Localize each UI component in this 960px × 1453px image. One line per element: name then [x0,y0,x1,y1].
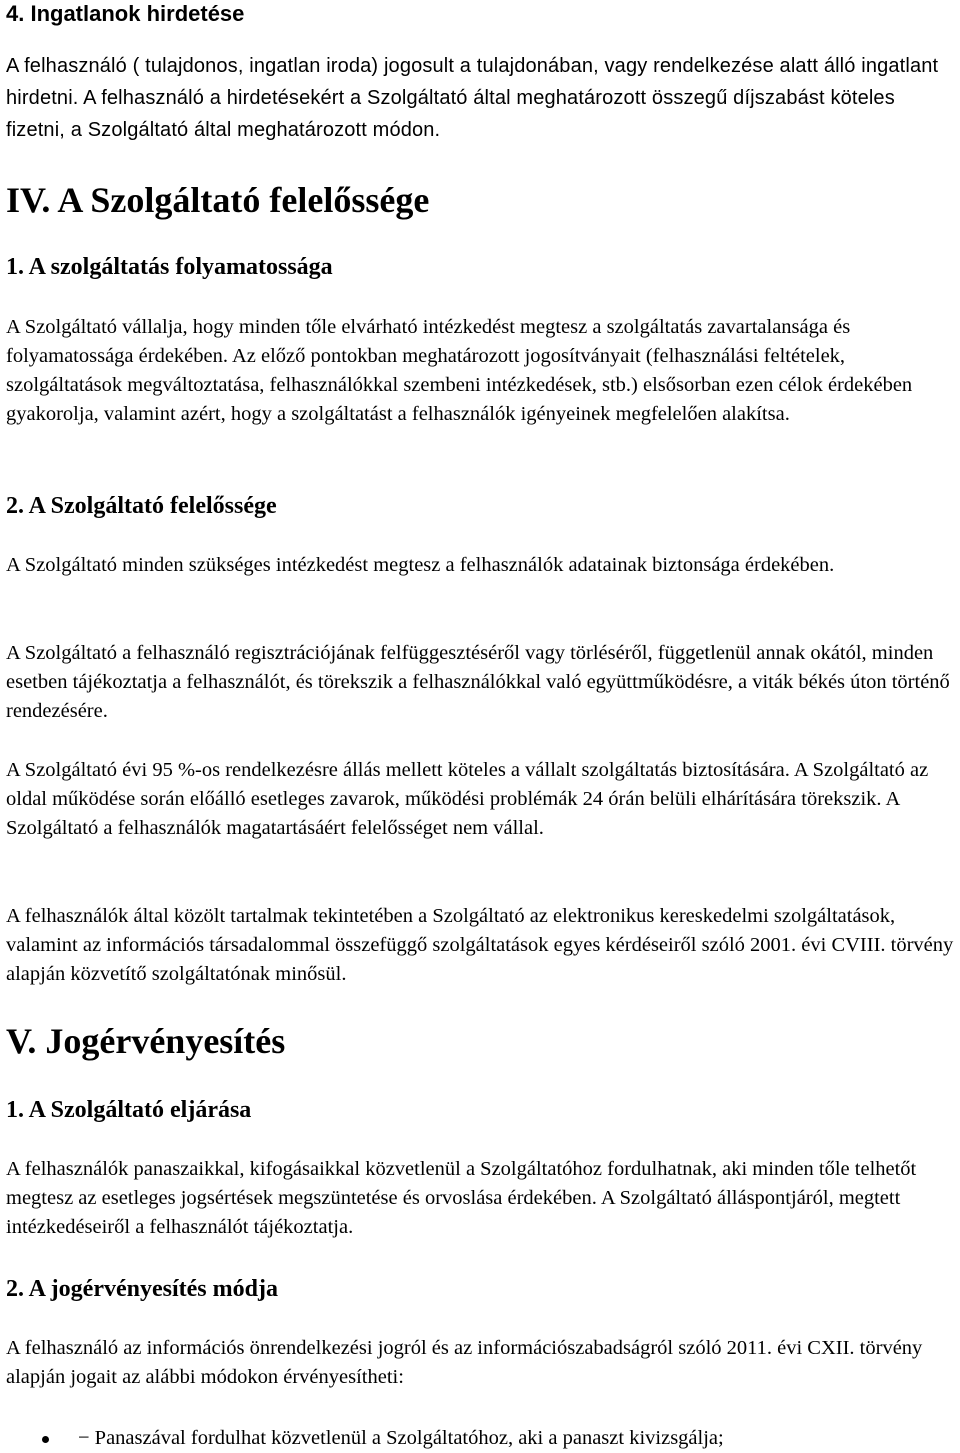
part-v-heading: V. Jogérvényesítés [6,1021,286,1061]
part-iv-2-paragraph-4: A felhasználók által közölt tartalmak tekintetében a Szolgáltató az elektronikus kereskedelmi szolgáltatások, valamint az információs társadalommal összefüggő szolgáltatások egyes kérdéseiről szóló 2001. évi CVIII. törvény alapján közvetítő szolgáltatónak minősül. [6,905,954,985]
list-item-text: − Panaszával fordulhat közvetlenül a Szolgáltatóhoz, aki a panaszt kivizsgálja; [78,1427,724,1449]
section-4-paragraph: A felhasználó ( tulajdonos, ingatlan iroda) jogosult a tulajdonában, vagy rendelkezése alatt álló ingatlant hirdetni. A felhasználó a hirdetésekért a Szolgáltató által meghatározott összegű díjszabást köteles fizetni, a Szolgáltató által meghatározott módon. [6,55,939,141]
part-iv-1-paragraph: A Szolgáltató vállalja, hogy minden tőle elvárható intézkedést megtesz a szolgáltatás zavartalansága és folyamatossága érdekében. Az előző pontokban meghatározott jogosítványait (felhasználási feltételek, szolgáltatások megváltoztatása, felhasználókkal szembeni intézkedések, stb.) elsősorban ezen célok érdekében gyakorolja, valamint azért, hogy a szolgáltatást a felhasználók igényeinek megfelelően alakítsa. [6,316,913,425]
part-v-2-heading: 2. A jogérvényesítés módja [6,1276,278,1302]
part-iv-2-heading: 2. A Szolgáltató felelőssége [6,493,277,519]
part-v-1-heading: 1. A Szolgáltató eljárása [6,1097,252,1123]
part-iv-2-paragraph-2: A Szolgáltató a felhasználó regisztrációjának felfüggesztéséről vagy törléséről, függetlenül annak okától, minden esetben tájékoztatja a felhasználót, és törekszik a felhasználókkal való együttműködésre, a viták békés úton történő rendezésére. [6,642,950,722]
part-iv-heading: IV. A Szolgáltató felelőssége [6,180,430,220]
section-4-heading: 4. Ingatlanok hirdetése [6,1,245,26]
part-iv-1-heading: 1. A szolgáltatás folyamatossága [6,254,333,280]
part-iv-2-paragraph-1: A Szolgáltató minden szükséges intézkedést megtesz a felhasználók adatainak biztonsága érdekében. [6,554,835,576]
bullet-icon [42,1436,49,1443]
part-v-1-paragraph: A felhasználók panaszaikkal, kifogásaikkal közvetlenül a Szolgáltatóhoz fordulhatnak, aki minden tőle telhetőt megtesz az esetleges jogsértések megszüntetése és orvoslása érdekében. A Szolgáltató álláspontjáról, megtett intézkedéseiről a felhasználót tájékoztatja. [6,1158,917,1238]
part-v-2-paragraph: A felhasználó az információs önrendelkezési jogról és az információszabadságról szóló 2011. évi CXII. törvény alapján jogait az alábbi módokon érvényesítheti: [6,1337,923,1388]
part-iv-2-paragraph-3: A Szolgáltató évi 95 %-os rendelkezésre állás mellett köteles a vállalt szolgáltatás biztosítására. A Szolgáltató az oldal működése során előálló esetleges zavarok, működési problémák 24 órán belüli elhárítására törekszik. A Szolgáltató a felhasználók magatartásáért felelősséget nem vállal. [6,759,929,839]
